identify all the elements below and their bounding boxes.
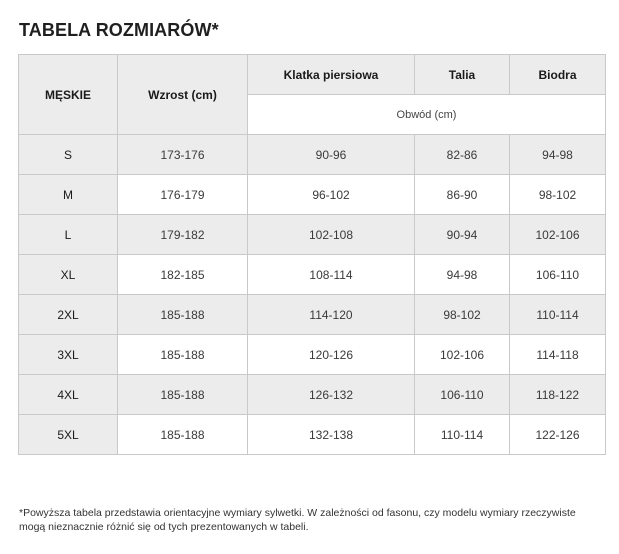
header-hips: Biodra [510, 55, 606, 95]
waist-cell: 102-106 [415, 335, 510, 375]
height-cell: 173-176 [118, 135, 248, 175]
chest-cell: 90-96 [248, 135, 415, 175]
chest-cell: 126-132 [248, 375, 415, 415]
hips-cell: 98-102 [510, 175, 606, 215]
header-height: Wzrost (cm) [118, 55, 248, 135]
height-cell: 185-188 [118, 335, 248, 375]
chest-cell: 102-108 [248, 215, 415, 255]
waist-cell: 110-114 [415, 415, 510, 455]
hips-cell: 102-106 [510, 215, 606, 255]
header-waist: Talia [415, 55, 510, 95]
table-body [19, 135, 606, 455]
table-row [19, 415, 606, 455]
chest-cell: 96-102 [248, 175, 415, 215]
waist-cell: 98-102 [415, 295, 510, 335]
table-row [19, 215, 606, 255]
height-cell: 185-188 [118, 375, 248, 415]
hips-cell: 94-98 [510, 135, 606, 175]
waist-cell: 106-110 [415, 375, 510, 415]
size-cell: 2XL [19, 295, 118, 335]
table-row [19, 255, 606, 295]
height-cell: 182-185 [118, 255, 248, 295]
size-cell: 4XL [19, 375, 118, 415]
chest-cell: 108-114 [248, 255, 415, 295]
hips-cell: 114-118 [510, 335, 606, 375]
header-category: MĘSKIE [19, 55, 118, 135]
size-chart-table [18, 54, 606, 455]
table-row [19, 335, 606, 375]
size-cell: 3XL [19, 335, 118, 375]
chest-cell: 120-126 [248, 335, 415, 375]
page-title: TABELA ROZMIARÓW* [19, 20, 219, 40]
table-row [19, 175, 606, 215]
height-cell: 185-188 [118, 295, 248, 335]
footnote: *Powyższa tabela przedstawia orientacyjne wymiary sylwetki. W zależności od fasonu, czy modelu wymiary rzeczywiste mogą nieznacznie różnić się od tych prezentowanych w tabeli. [19, 507, 576, 533]
waist-cell: 82-86 [415, 135, 510, 175]
table-row [19, 135, 606, 175]
size-cell: M [19, 175, 118, 215]
chest-cell: 114-120 [248, 295, 415, 335]
size-cell: S [19, 135, 118, 175]
size-cell: XL [19, 255, 118, 295]
hips-cell: 110-114 [510, 295, 606, 335]
header-circumference: Obwód (cm) [248, 95, 606, 135]
hips-cell: 106-110 [510, 255, 606, 295]
size-cell: 5XL [19, 415, 118, 455]
table-row [19, 375, 606, 415]
height-cell: 179-182 [118, 215, 248, 255]
height-cell: 185-188 [118, 415, 248, 455]
waist-cell: 90-94 [415, 215, 510, 255]
hips-cell: 122-126 [510, 415, 606, 455]
height-cell: 176-179 [118, 175, 248, 215]
header-chest: Klatka piersiowa [248, 55, 415, 95]
table-row [19, 295, 606, 335]
size-cell: L [19, 215, 118, 255]
hips-cell: 118-122 [510, 375, 606, 415]
waist-cell: 86-90 [415, 175, 510, 215]
chest-cell: 132-138 [248, 415, 415, 455]
waist-cell: 94-98 [415, 255, 510, 295]
